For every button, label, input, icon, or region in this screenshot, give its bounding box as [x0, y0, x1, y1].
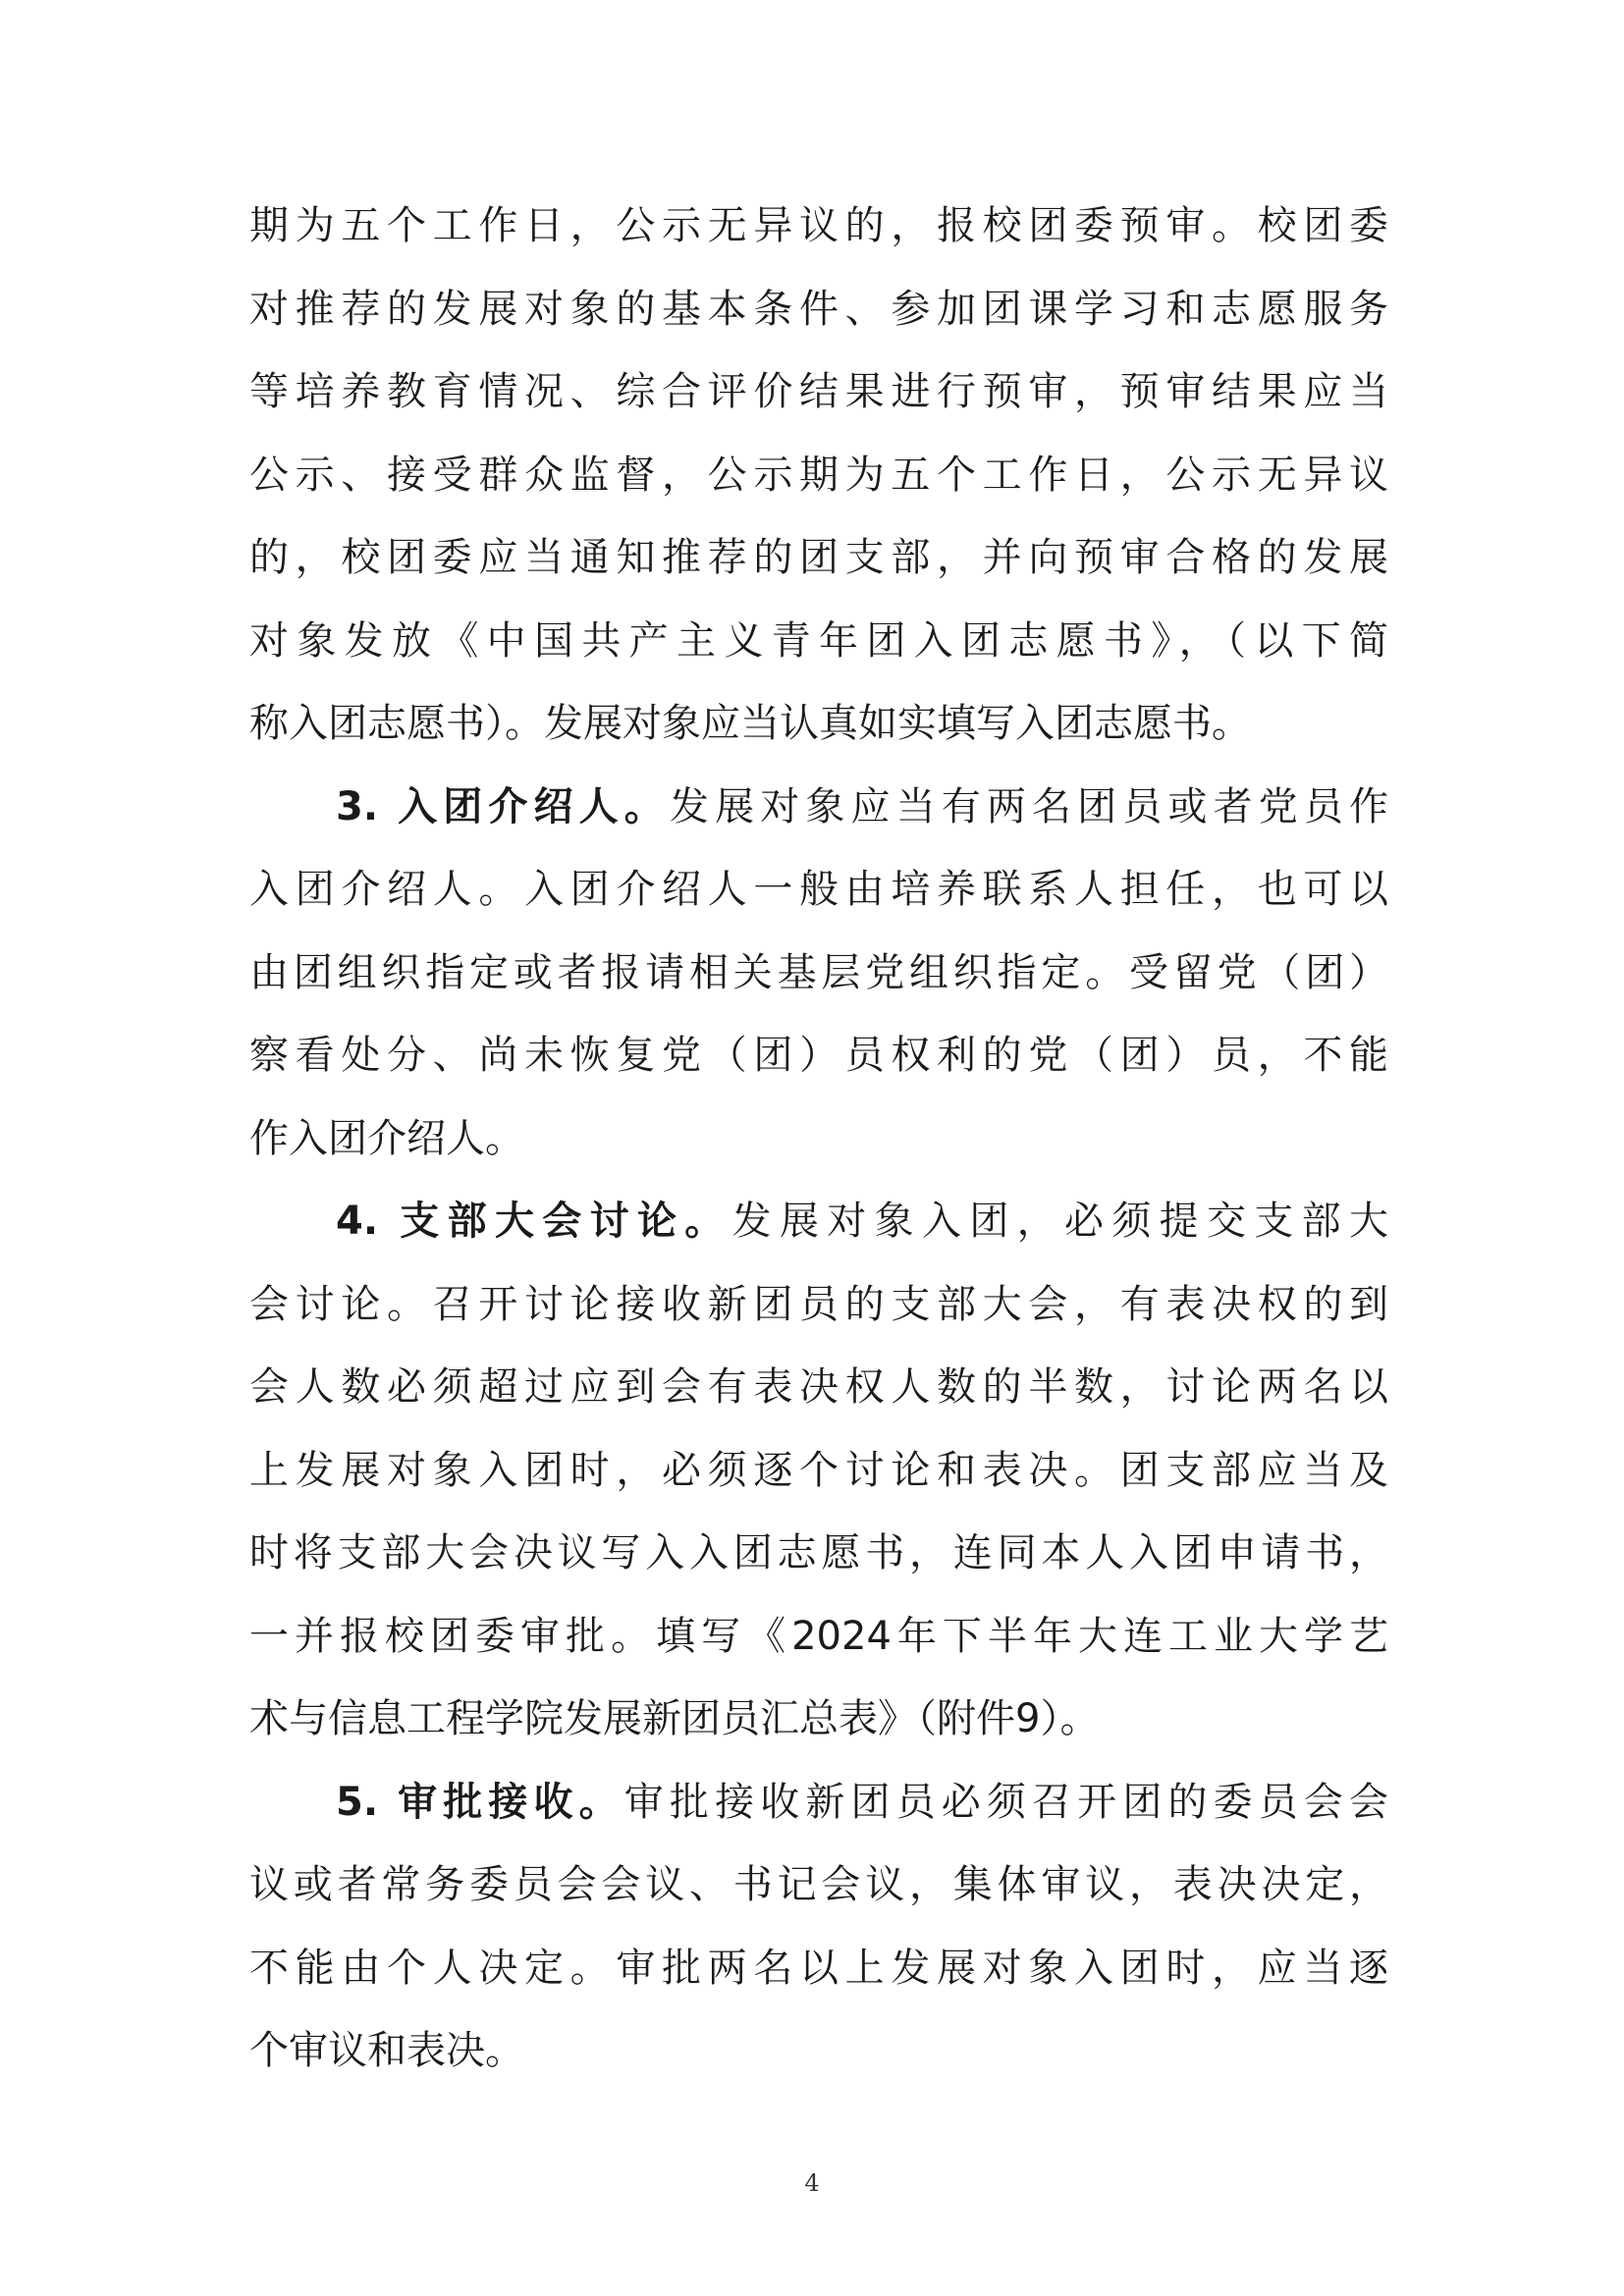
- text-line: 会讨论。召开讨论接收新团员的支部大会，有表决权的到: [249, 1281, 1388, 1327]
- page-number: 4: [804, 2169, 820, 2197]
- section-4-text: 发展对象入团，必须提交支部大: [731, 1199, 1389, 1244]
- text-line: 公示、接受群众监督，公示期为五个工作日，公示无异议: [249, 452, 1388, 498]
- section-heading-introducer: 3. 入团介绍人。: [336, 783, 670, 829]
- section-heading-branch-meeting: 4. 支部大会讨论。: [336, 1199, 732, 1244]
- text-line: 术与信息工程学院发展新团员汇总表》（附件9）。: [249, 1696, 1100, 1741]
- text-line: 对象发放《中国共产主义青年团入团志愿书》，（以下简: [249, 617, 1388, 664]
- section-3-line: [249, 766, 1388, 849]
- text-line: 称入团志愿书）。发展对象应当认真如实填写入团志愿书。: [249, 701, 1251, 746]
- section-3-text: 发展对象应当有两名团员或者党员作: [669, 783, 1389, 829]
- section-5-line: [249, 1761, 1388, 1844]
- text-line: 个审议和表决。: [249, 2028, 524, 2073]
- text-line: 入团介绍人。入团介绍人一般由培养联系人担任，也可以: [249, 867, 1388, 912]
- text-line: 察看处分、尚未恢复党（团）员权利的党（团）员，不能: [249, 1033, 1388, 1078]
- text-line: 由团组织指定或者报请相关基层党组织指定。受留党（团）: [249, 949, 1388, 995]
- section-5-text: 审批接收新团员必须召开团的委员会会: [623, 1779, 1389, 1825]
- text-line: 对推荐的发展对象的基本条件、参加团课学习和志愿服务: [249, 286, 1388, 332]
- text-line: 期为五个工作日，公示无异议的，报校团委预审。校团委: [249, 203, 1388, 248]
- text-line: 一并报校团委审批。填写《2024年下半年大连工业大学艺: [249, 1613, 1388, 1659]
- text-line: 会人数必须超过应到会有表决权人数的半数，讨论两名以: [249, 1364, 1388, 1410]
- body-text: [249, 185, 1388, 2093]
- section-heading-approval: 5. 审批接收。: [336, 1779, 624, 1825]
- text-line: 的，校团委应当通知推荐的团支部，并向预审合格的发展: [249, 535, 1388, 580]
- text-line: 时将支部大会决议写入入团志愿书，连同本人入团申请书，: [249, 1530, 1388, 1575]
- section-4-line: [249, 1180, 1388, 1263]
- text-line: 不能由个人决定。审批两名以上发展对象入团时，应当逐: [249, 1945, 1388, 1991]
- text-line: 作入团介绍人。: [249, 1115, 524, 1161]
- text-line: 议或者常务委员会会议、书记会议，集体审议，表决决定，: [249, 1862, 1388, 1907]
- text-line: 等培养教育情况、综合评价结果进行预审，预审结果应当: [249, 369, 1388, 414]
- text-line: 上发展对象入团时，必须逐个讨论和表决。团支部应当及: [249, 1447, 1388, 1493]
